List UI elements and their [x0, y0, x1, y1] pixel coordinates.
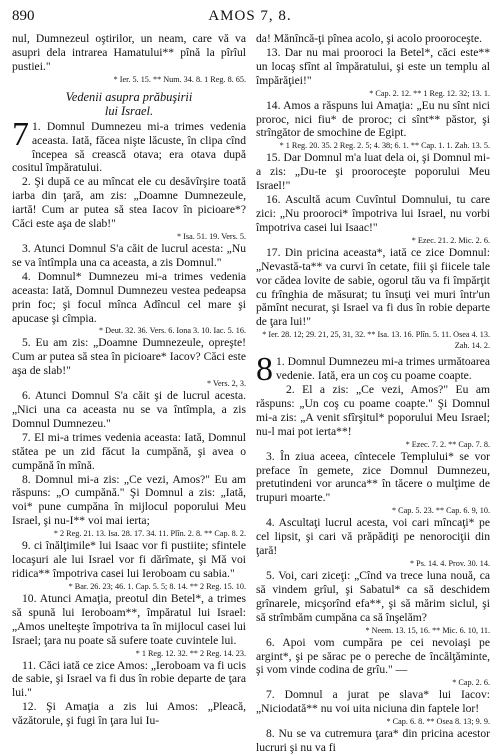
- cross-reference: * Neem. 13. 15, 16. ** Mic. 6. 10, 11.: [365, 625, 490, 635]
- verse-text: 7. El mi-a trimes vedenia aceasta: Iată, Domnul stătea pe un zid făcut la cumpănă, şi avea o cumpănă în mînă.: [12, 430, 246, 472]
- verse-text: 11. Căci iată ce zice Amos: „Ieroboam va fi ucis de sabie, şi Israel va fi dus în robie departe de ţara lui.": [12, 658, 246, 700]
- cross-reference: * Cap. 6. 8. ** Osea 8. 13; 9. 9.: [386, 717, 490, 727]
- verse-text: 8. Nu se va cutremura ţara* din pricina acestor lucruri şi nu va fi: [256, 727, 490, 755]
- verse-text: 14. Amos a răspuns lui Amaţia: „Eu nu sînt nici proroc, nici fiu* de proroc; ci sînt** păstor, şi strîngător de smochine de Egipt.: [256, 98, 490, 140]
- verse-text: 12. Şi Amaţia a zis lui Amos: „Pleacă, văzătorule, şi fugi în ţara lui Iu-: [12, 700, 246, 728]
- chapter-number: 8: [256, 351, 273, 389]
- chapter-number: 7: [12, 115, 29, 153]
- verse-text: 5. Voi, cari ziceţi: „Cînd va trece luna nouă, ca să vindem grîul, şi Sabatul* ca să deschidem grînarele, micşorînd efa**, şi să mărim siclul, şi să strîmbăm cumpăna ca să înşelăm?: [256, 569, 490, 624]
- cross-reference: * Vers. 2, 3.: [207, 379, 246, 389]
- cross-reference: * 2 Reg. 21. 13. Isa. 28. 17. 34. 11. Plîn. 2. 8. ** Cap. 8. 2.: [53, 529, 246, 539]
- cross-reference: * Cap. 2. 6.: [452, 678, 490, 688]
- verse-text: 1. Domnul Dumnezeu mi-a trimes vedenia aceasta. Iată, făcea nişte lăcuste, în clipa cînd începea să crească otava; era otava după cositul împăratului.: [12, 119, 246, 175]
- cross-reference: * 1 Reg. 12. 32. ** 2 Reg. 14. 23.: [135, 648, 246, 658]
- chapter-start: [12, 115, 246, 176]
- cross-reference: * Bar. 26. 23; 46. 1. Cap. 5. 5; 8. 14. ** 2 Reg. 15. 10.: [68, 581, 246, 591]
- cross-reference: * Ier. 5. 15. ** Num. 34. 8. 1 Reg. 8. 65.: [113, 74, 246, 84]
- section-heading-line: lui Israel.: [104, 103, 154, 118]
- verse-text: 16. Ascultă acum Cuvîntul Domnului, tu care zici: „Nu prooroci* împotriva lui Israel, nu vorbi împotriva casei lui Isaac!": [256, 193, 490, 234]
- page-header: [12, 8, 490, 28]
- section-heading: [12, 90, 246, 118]
- cross-reference: * Cap. 5. 23. ** Cap. 6. 9, 10.: [391, 506, 490, 516]
- verse-text: 9. ci înălţimile* lui Isaac vor fi pustiite; sfintele locaşuri ale lui Israel vor fi dărîmate, şi Mă voi ridica** împotriva casei lui Ieroboam cu sabia.": [12, 539, 246, 580]
- cross-reference: * Deut. 32. 36. Vers. 6. Iona 3. 10. Iac. 5. 16.: [99, 326, 246, 336]
- verse-text: 7. Domnul a jurat pe slava* lui Iacov: „Niciodată** nu voi uita niciuna din faptele lor!: [256, 688, 490, 716]
- verse-text: 4. Domnul* Dumnezeu mi-a trimes vedenia aceasta: Iată, Domnul Dumnezeu vestea pedeapsa prin foc; şi focul mînca Adîncul cel mare şi apucase şi cîmpia.: [12, 269, 246, 325]
- verse-text: 3. În ziua aceea, cîntecele Templului* se vor preface în gemete, zice Domnul Dumnezeu, pretutindeni vor arunca** în tăcere o mulţime de trupuri moarte.": [256, 449, 490, 505]
- verse-text: 6. Atunci Domnul S'a căit şi de lucrul acesta. „Nici una ca aceasta nu se va întîmpla, a zis Domnul Dumnezeu.": [12, 389, 246, 430]
- verse-text: 2. El a zis: „Ce vezi, Amos?" Eu am răspuns: „Un coş cu poame coapte." Şi Domnul mi-a zis: „A venit sfîrşitul* poporului Meu Israel; nu-l mai pot ierta**!: [256, 383, 490, 438]
- verse-text: nul, Dumnezeul oştirilor, un neam, care vă va asupri dela intrarea Hamatului** pînă la pîrîul pustiei.": [12, 32, 246, 73]
- cross-reference: * 1 Reg. 20. 35. 2 Reg. 2. 5; 4. 38; 6. 1. ** Cap. 1. 1. Zah. 13. 5.: [279, 141, 490, 151]
- verse-text: 17. Din pricina aceasta*, iată ce zice Domnul: „Nevastă-ta** va curvi în cetate, fiii şi fiicele tale vor cădea lovite de sabie, ogorul tău va fi împărţit cu frînghia de măsurat; tu însuţi vei muri într'un pămînt necurat, şi Israel va fi dus în robie departe de ţara lui!": [256, 245, 490, 329]
- verse-text: 10. Atunci Amaţia, preotul din Betel*, a trimes să spună lui Ieroboam**, împăratul lui Israel: „Amos unelteşte împotriva ta în mijlocul casei lui Israel; ţara nu poate să sufere toate cuvintele lui.: [12, 591, 246, 647]
- verse-text: 8. Domnul mi-a zis: „Ce vezi, Amos?" Eu am răspuns: „O cumpănă." Şi Domnul a zis: „Iată, voi* pune cumpăna în mijlocul poporului Meu Israel, şi nu-I** voi mai ierta;: [12, 472, 246, 528]
- two-columns: [12, 32, 490, 755]
- verse-text: 6. Apoi vom cumpăra pe cei nevoiaşi pe argint*, şi pe sărac pe o pereche de încălţăminte, şi vom vinde codina de grîu." —: [256, 635, 490, 677]
- cross-reference: * Ps. 14. 4. Prov. 30. 14.: [410, 559, 490, 568]
- section-heading-line: Vedenii asupra prăbuşirii: [65, 89, 193, 104]
- right-column: [256, 32, 490, 755]
- verse-text: da! Mănîncă-ţi pînea acolo, şi acolo prooroceşte.: [256, 32, 482, 45]
- cross-reference: * Cap. 2. 12. ** 1 Reg. 12. 32; 13. 1.: [369, 88, 490, 98]
- cross-reference: * Isa. 51. 19. Vers. 5.: [177, 231, 246, 241]
- cross-reference: * Ezec. 7. 2. ** Cap. 7. 8.: [405, 439, 490, 449]
- chapter-start: [256, 351, 490, 389]
- verse-text: 3. Atunci Domnul S'a căit de lucrul acesta: „Nu se va întîmpla una ca aceasta, a zis Domnul.": [12, 241, 246, 269]
- verse-text: 5. Eu am zis: „Doamne Dumnezeule, opreşte! Cum ar putea să stea în picioare* Iacov? Căci este aşa de slab!": [12, 336, 246, 378]
- verse-text: 2. Şi după ce au mîncat ele cu desăvîrşire toată iarba din ţară, am zis: „Doamne Dumnezeule, iartă! Cum ar putea să stea Iacov în picioare*? Căci este aşa de slab!": [12, 175, 246, 231]
- page-number: 890: [12, 8, 35, 24]
- verse-text: 4. Ascultaţi lucrul acesta, voi cari mîncaţi* pe cel lipsit, şi cari vă prăpădiţi pe nenorociţii din ţară!: [256, 516, 490, 558]
- verse-text: 15. Dar Domnul m'a luat dela oi, şi Domnul mi-a zis: „Du-te şi prooroceşte poporului Meu Israel!": [256, 151, 490, 193]
- left-column: [12, 32, 246, 755]
- cross-reference: * Ier. 28. 12; 29. 21, 25, 31, 32. ** Isa. 13. 16. Plîn. 5. 11. Osea 4. 13. Zah. 14. 2.: [262, 330, 490, 351]
- cross-reference: * Ezec. 21. 2. Mic. 2. 6.: [411, 235, 490, 245]
- running-title: AMOS 7, 8.: [208, 8, 292, 24]
- verse-text: 13. Dar nu mai prooroci la Betel*, căci este** un locaş sfînt al împăratului, şi este un templu al împărăţiei!": [256, 45, 490, 87]
- verse-text: 1. Domnul Dumnezeu mi-a trimes următoarea vedenie. Iată, era un coş cu poame coapte.: [276, 355, 490, 383]
